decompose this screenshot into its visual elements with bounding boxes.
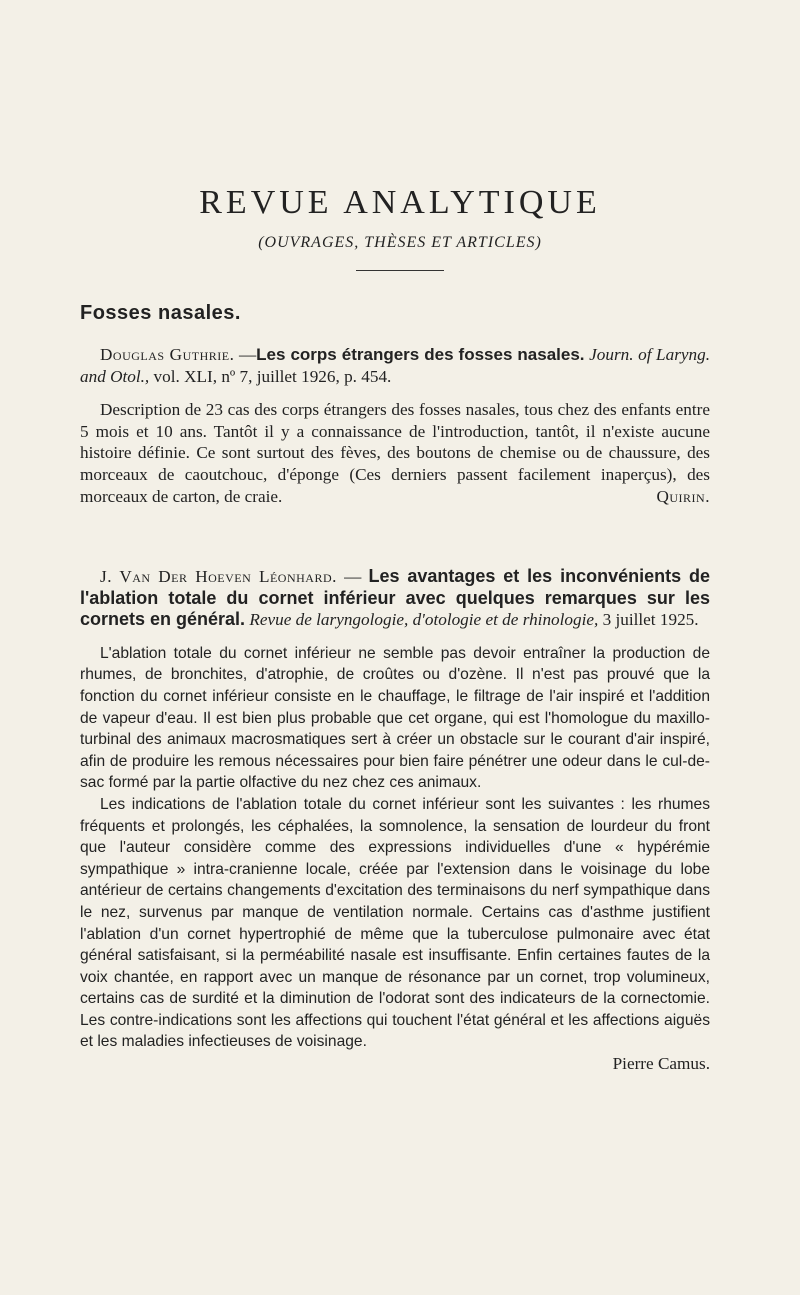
article-2-paragraph-2: Les indications de l'ablation totale du cornet inférieur sont les suivantes : les rhumes fréquents et prolongés, les céphalées, la somnolence, la sensation de lourdeur du front que l'auteur considère comme des expressions individuelles d'une « hypérémie sympathique » intra-cranienne locale, créée par l'extension dans le voisinage du lobe antérieur de certains changements d'excitation des terminaisons du nerf sympathique dans le nez, survenus par manque de ventilation normale. Certains cas d'asthme justifient l'ablation d'un cornet hypertrophié de même que la tuberculose pulmonaire avec état général satisfaisant, si la perméabilité nasale est insuffisante. Enfin certaines fautes de la voix chantée, en rapport avec un manque de résonance par un cornet, trop volumineux, certains cas de surdité et la diminution de l'odorat sont des indicateurs de la cornectomie. Les contre-indications sont les affections qui touchent l'état général et les affections aiguës et les maladies infectieuses de voisinage. <box>80 795 710 1051</box>
article-1 <box>80 344 710 507</box>
article-2-signature: Pierre Camus. <box>612 1054 710 1074</box>
article-1-author: Douglas Guthrie. <box>100 345 235 364</box>
title-divider <box>356 270 444 271</box>
article-2-source-details: 3 juillet 1925. <box>598 610 699 630</box>
article-2-heading <box>80 566 710 631</box>
article-1-heading <box>80 344 710 387</box>
article-1-signature: Quirin. <box>656 486 710 506</box>
article-1-journal: Journ. of Laryng. and Otol., <box>80 345 711 386</box>
article-2-journal: Revue de laryngologie, d'otologie et de rhinologie, <box>249 610 599 630</box>
article-1-title: Les corps étrangers des fosses nasales. <box>256 345 585 364</box>
article-2-paragraph-1: L'ablation totale du cornet inférieur ne semble pas devoir entraîner la production de rhumes, de bronchites, d'atrophie, de croûtes ou d'ozène. Il n'est pas prouvé que la fonction du cornet inférieur consiste en le chauffage, le filtrage de l'air inspiré et l'addition de vapeur d'eau. Il est bien plus probable que cet organe, qui est l'homologue du maxillo-turbinal des animaux macrosmatiques sert à créer un obstacle sur le courant d'air inspiré, afin de produire les remous nécessaires pour bien faire pénétrer une odeur dans le cul-de-sac formé par la partie olfactive du nez chez ces animaux. <box>80 644 710 792</box>
article-2-title: Les avantages et les inconvénients de l'ablation totale du cornet inférieur avec quelques remarques sur les cornets en général. <box>80 566 710 630</box>
article-1-body: Description de 23 cas des corps étrangers des fosses nasales, tous chez des enfants entre 5 mois et 10 ans. Tantôt il y a connaissance de l'introduction, tantôt, il n'existe aucune histoire définie. Ce sont surtout des fèves, des boutons de chemise ou de chaussure, des morceaux de caoutchouc, d'éponge (Ces derniers passent facilement inaperçus), des morceaux de carton, de craie. <box>80 400 710 506</box>
section-title: Fosses nasales. <box>80 302 241 324</box>
article-1-source-details: vol. XLI, nº 7, juillet 1926, p. 454. <box>149 366 392 386</box>
article-2-separator: — <box>336 567 369 586</box>
page-subtitle: (OUVRAGES, THÈSES ET ARTICLES) <box>258 234 542 251</box>
article-2-author: J. Van Der Hoeven Léonhard. <box>100 567 337 586</box>
article-2 <box>80 566 710 1075</box>
article-1-separator: — <box>234 345 257 364</box>
page-title: REVUE ANALYTIQUE <box>199 184 601 221</box>
